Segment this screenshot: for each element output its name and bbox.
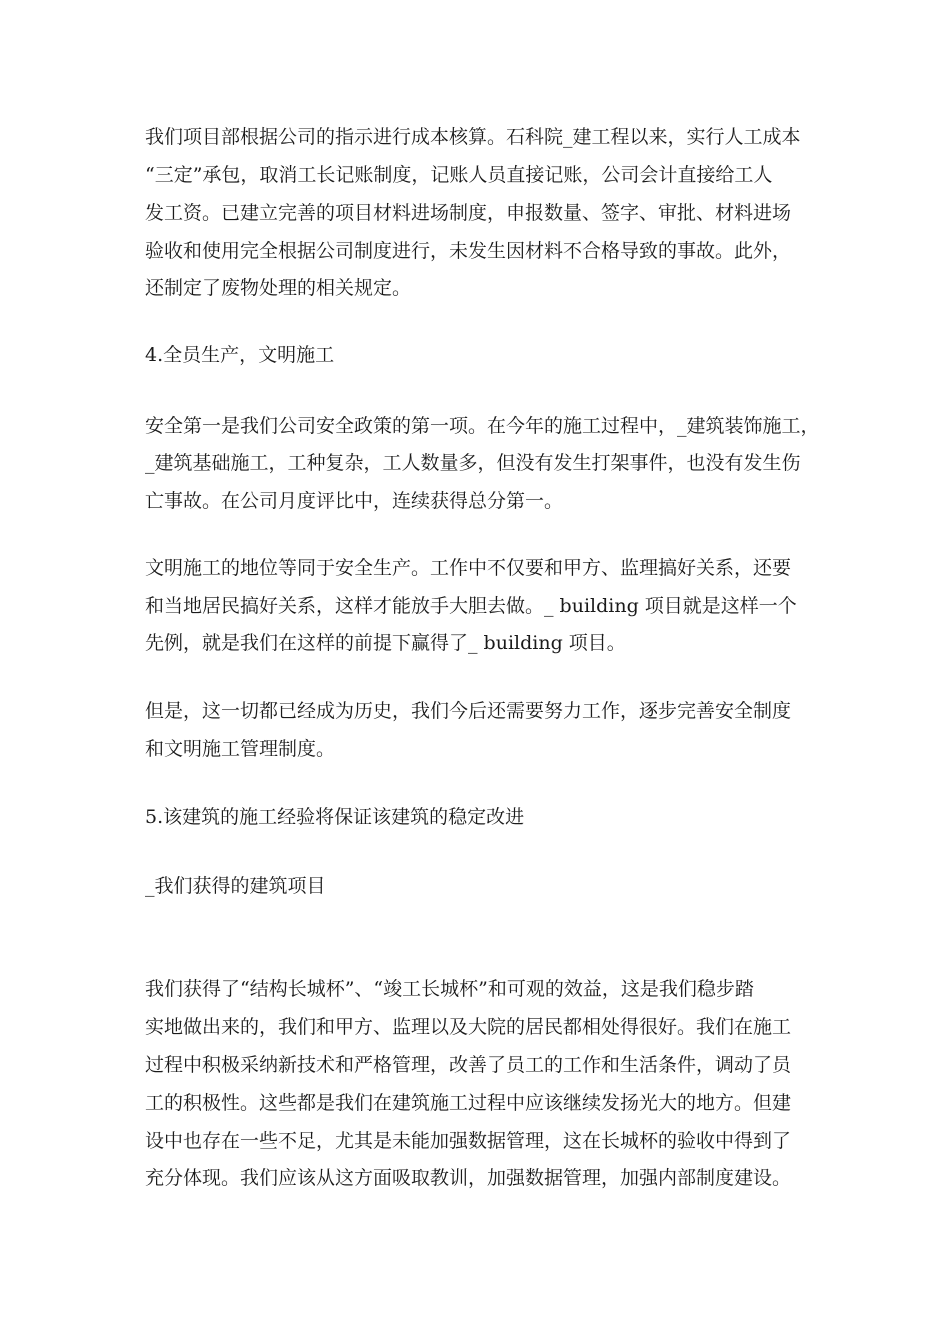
section-heading: 4.全员生产，文明施工: [145, 344, 335, 366]
text-line: 和当地居民搞好关系，这样才能放手大胆去做。_ building 项目就是这样一个: [145, 595, 797, 617]
text-line: 验收和使用完全根据公司制度进行，未发生因材料不合格导致的事故。此外，: [145, 240, 792, 262]
text-line: 实地做出来的，我们和甲方、监理以及大院的居民都相处得很好。我们在施工: [145, 1016, 792, 1038]
text-line: 过程中积极采纳新技术和严格管理，改善了员工的工作和生活条件，调动了员: [145, 1054, 792, 1076]
subheading: _我们获得的建筑项目: [145, 875, 326, 897]
text-line: 设中也存在一些不足，尤其是未能加强数据管理，这在长城杯的验收中得到了: [145, 1130, 792, 1152]
text-line: 文明施工的地位等同于安全生产。工作中不仅要和甲方、监理搞好关系，还要: [145, 557, 792, 579]
section-heading: 5.该建筑的施工经验将保证该建筑的稳定改进: [145, 806, 525, 828]
text-line: 我们获得了“结构长城杯”、“竣工长城杯”和可观的效益，这是我们稳步踏: [145, 978, 754, 1000]
text-line: 安全第一是我们公司安全政策的第一项。在今年的施工过程中，_建筑装饰施工，: [145, 415, 820, 437]
text-line: 亡事故。在公司月度评比中，连续获得总分第一。: [145, 490, 564, 512]
text-line: “三定”承包，取消工长记账制度，记账人员直接记账，公司会计直接给工人: [145, 164, 773, 186]
text-line: 和文明施工管理制度。: [145, 738, 336, 760]
text-line: 先例，就是我们在这样的前提下赢得了_ building 项目。: [145, 632, 626, 654]
text-line: _建筑基础施工，工种复杂，工人数量多，但没有发生打架事件，也没有发生伤: [145, 452, 801, 474]
text-line: 我们项目部根据公司的指示进行成本核算。石科院_建工程以来，实行人工成本: [145, 126, 801, 148]
text-line: 发工资。已建立完善的项目材料进场制度，申报数量、签字、审批、材料进场: [145, 202, 792, 224]
text-line: 充分体现。我们应该从这方面吸取教训，加强数据管理，加强内部制度建设。: [145, 1167, 792, 1189]
text-line: 工的积极性。这些都是我们在建筑施工过程中应该继续发扬光大的地方。但建: [145, 1092, 792, 1114]
text-line: 还制定了废物处理的相关规定。: [145, 277, 412, 299]
text-line: 但是，这一切都已经成为历史，我们今后还需要努力工作，逐步完善安全制度: [145, 700, 792, 722]
